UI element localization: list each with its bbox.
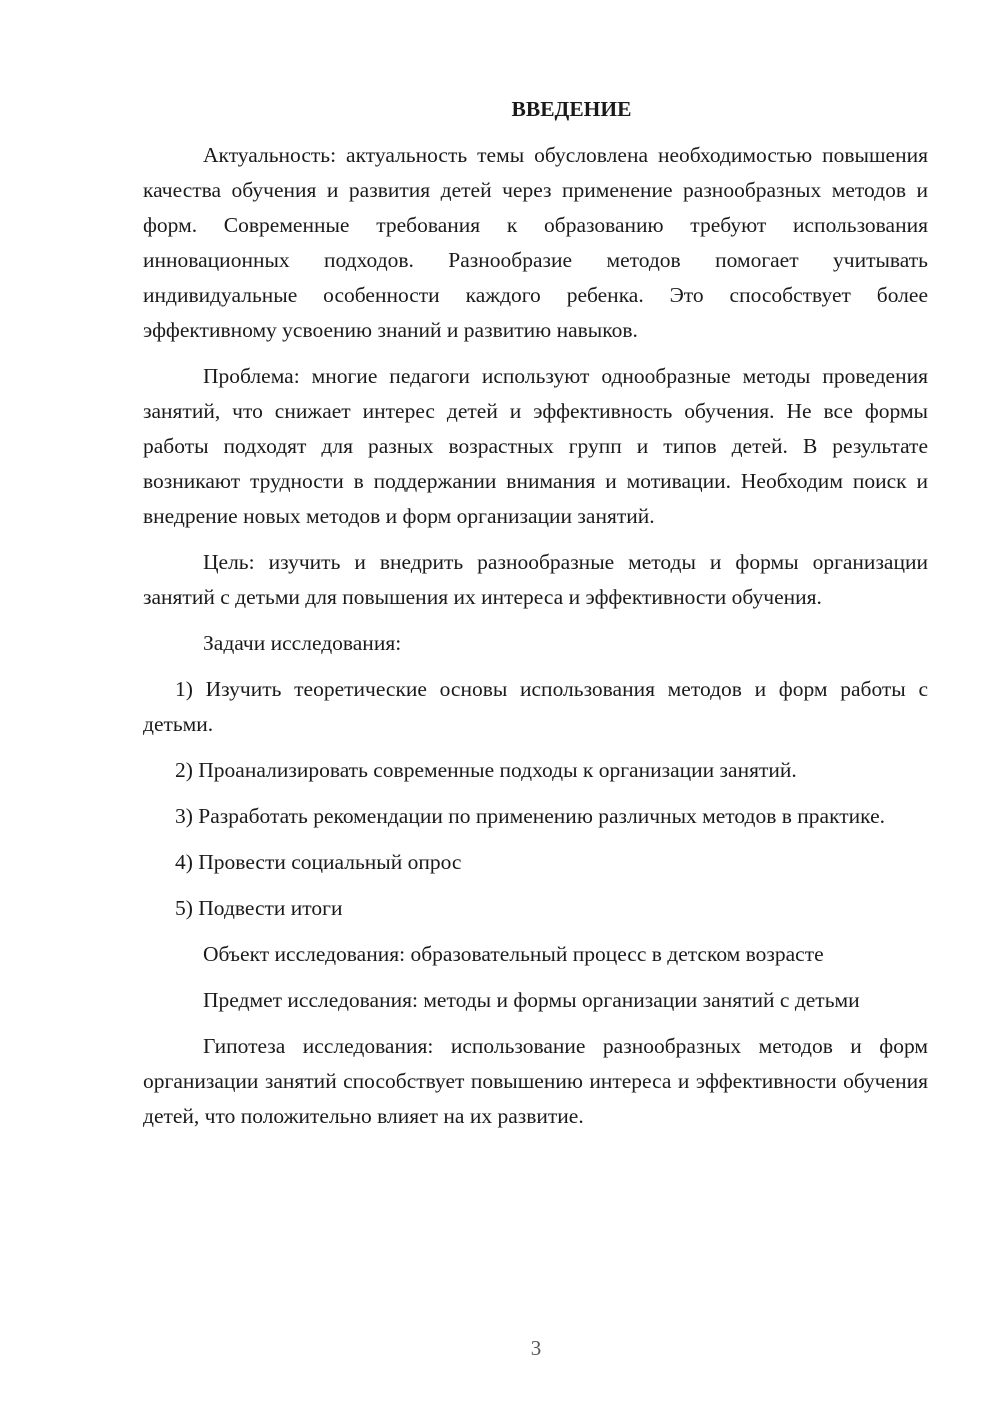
task-item-4: 4) Провести социальный опрос <box>175 850 462 874</box>
subject-paragraph: Предмет исследования: методы и формы организации занятий с детьми <box>203 988 860 1012</box>
task-item-3: 3) Разработать рекомендации по применению различных методов в практике. <box>175 804 885 828</box>
relevance-paragraph: Актуальность: актуальность темы обусловлена необходимостью повышения качества обучения и развития детей через применение разнообразных методов и форм. Современные требования к образованию требуют использования инновационных подходов. Разнообразие методов помогает учитывать индивидуальные особенности каждого ребенка. Это способствует более эффективному усвоению знаний и развитию навыков. <box>143 143 928 342</box>
page-number: 3 <box>530 1336 542 1360</box>
page-body <box>143 92 928 1145</box>
section-title: ВВЕДЕНИЕ <box>511 97 632 121</box>
task-item-1: 1) Изучить теоретические основы использования методов и форм работы с детьми. <box>143 677 928 736</box>
object-paragraph: Объект исследования: образовательный процесс в детском возрасте <box>203 942 824 966</box>
hypothesis-paragraph: Гипотеза исследования: использование разнообразных методов и форм организации занятий способствует повышению интереса и эффективности обучения детей, что положительно влияет на их развитие. <box>143 1034 928 1128</box>
task-item-2: 2) Проанализировать современные подходы к организации занятий. <box>175 758 797 782</box>
goal-paragraph: Цель: изучить и внедрить разнообразные методы и формы организации занятий с детьми для повышения их интереса и эффективности обучения. <box>143 550 928 609</box>
tasks-heading: Задачи исследования: <box>203 631 402 655</box>
task-item-5: 5) Подвести итоги <box>175 896 343 920</box>
problem-paragraph: Проблема: многие педагоги используют однообразные методы проведения занятий, что снижает интерес детей и эффективность обучения. Не все формы работы подходят для разных возрастных групп и типов детей. В результате возникают трудности в поддержании внимания и мотивации. Необходим поиск и внедрение новых методов и форм организации занятий. <box>143 364 928 528</box>
